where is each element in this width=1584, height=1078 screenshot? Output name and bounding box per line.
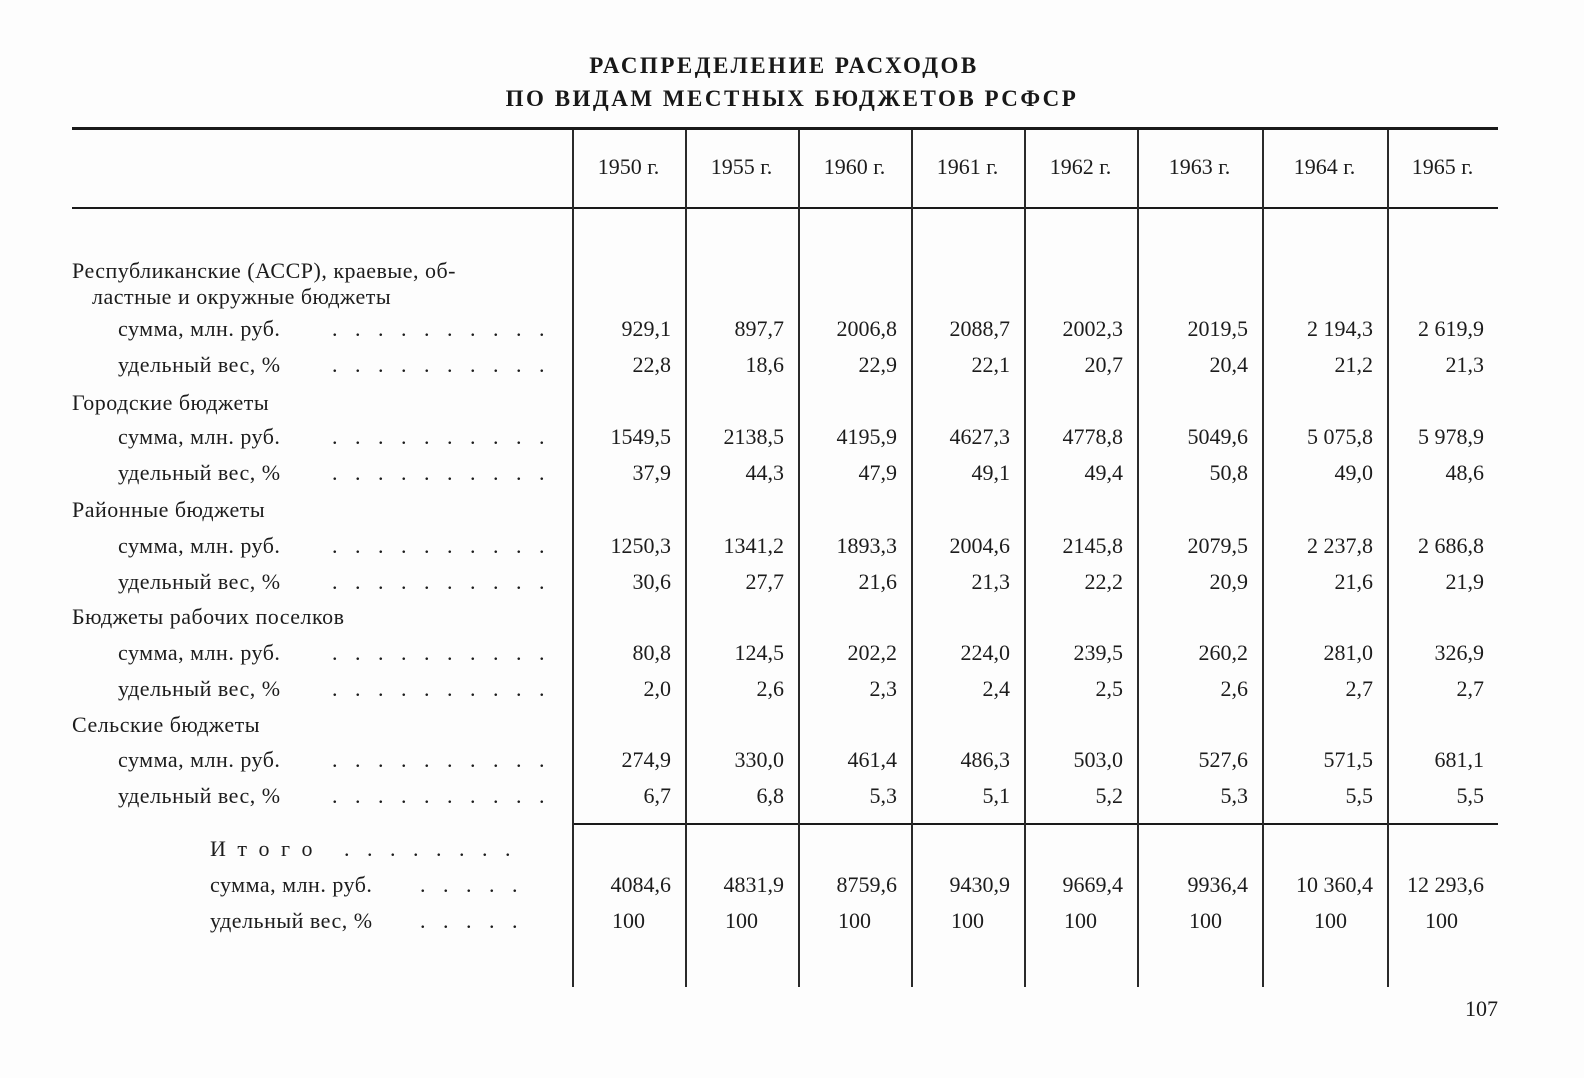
table-cell: 224,0: [960, 640, 1010, 665]
leader-dots: . . . . .: [420, 872, 524, 897]
table-cell: 2145,8: [1062, 533, 1123, 558]
table-cell: 30,6: [632, 569, 671, 594]
group-name: Бюджеты рабочих поселков: [72, 604, 345, 629]
table-cell: 5,2: [1095, 783, 1123, 808]
table-cell: 22,1: [971, 352, 1010, 377]
table-cell: 49,1: [971, 460, 1010, 485]
table-cell: 239,5: [1073, 640, 1123, 665]
table-cell: 260,2: [1198, 640, 1248, 665]
group-name-cont: ластные и окружные бюджеты: [92, 284, 392, 309]
table-cell: 4831,9: [723, 872, 784, 897]
header-rule: [72, 207, 1498, 209]
table-cell: 22,8: [632, 352, 671, 377]
year-header: 1950 г.: [597, 154, 660, 179]
leader-dots: . . . . . . . . . .: [332, 424, 551, 449]
top-rule: [72, 127, 1498, 130]
table-cell: 4778,8: [1062, 424, 1123, 449]
table-cell: 49,0: [1334, 460, 1373, 485]
table-cell: 2,7: [1456, 676, 1484, 701]
table-cell: 6,8: [756, 783, 784, 808]
total-sum-label: сумма, млн. руб.: [210, 872, 373, 897]
year-header: 1955 г.: [710, 154, 773, 179]
table-cell: 2088,7: [949, 316, 1010, 341]
table-cell: 5,1: [982, 783, 1010, 808]
table-cell: 100: [612, 908, 645, 933]
table-cell: 5,5: [1345, 783, 1373, 808]
share-label: удельный вес, %: [118, 676, 281, 701]
table-cell: 1893,3: [836, 533, 897, 558]
table-cell: 2 237,8: [1307, 533, 1373, 558]
table-cell: 48,6: [1445, 460, 1484, 485]
sum-label: сумма, млн. руб.: [118, 424, 281, 449]
table-cell: 1341,2: [723, 533, 784, 558]
table-cell: 202,2: [847, 640, 897, 665]
table-cell: 100: [725, 908, 758, 933]
table-cell: 2004,6: [949, 533, 1010, 558]
table-cell: 9936,4: [1187, 872, 1248, 897]
table-cell: 2,6: [1220, 676, 1248, 701]
table-cell: 5 075,8: [1307, 424, 1373, 449]
sum-label: сумма, млн. руб.: [118, 316, 281, 341]
sum-label: сумма, млн. руб.: [118, 533, 281, 558]
table-cell: 21,3: [971, 569, 1010, 594]
leader-dots: . . . . . . . . . .: [332, 783, 551, 808]
table-title-line-1: РАСПРЕДЕЛЕНИЕ РАСХОДОВ: [589, 53, 979, 78]
table-cell: 2,4: [982, 676, 1010, 701]
group-name: Сельские бюджеты: [72, 712, 260, 737]
table-cell: 2,7: [1345, 676, 1373, 701]
table-cell: 330,0: [734, 747, 784, 772]
leader-dots: . . . . . . . . . .: [332, 460, 551, 485]
leader-dots: . . . . . . . . . .: [332, 533, 551, 558]
share-label: удельный вес, %: [118, 783, 281, 808]
table-cell: 681,1: [1434, 747, 1484, 772]
table-cell: 5 978,9: [1418, 424, 1484, 449]
page-number: 107: [1465, 996, 1498, 1021]
table-cell: 4195,9: [836, 424, 897, 449]
table-cell: 2 686,8: [1418, 533, 1484, 558]
table-cell: 50,8: [1209, 460, 1248, 485]
leader-dots: . . . . . . . . . .: [332, 640, 551, 665]
table-cell: 486,3: [960, 747, 1010, 772]
table-title-line-2: ПО ВИДАМ МЕСТНЫХ БЮДЖЕТОВ РСФСР: [505, 86, 1079, 111]
table-cell: 897,7: [734, 316, 784, 341]
table-cell: 21,2: [1334, 352, 1373, 377]
year-header: 1964 г.: [1293, 154, 1356, 179]
sum-label: сумма, млн. руб.: [118, 640, 281, 665]
table-cell: 100: [1189, 908, 1222, 933]
table-cell: 27,7: [745, 569, 784, 594]
leader-dots: . . . . . . . .: [344, 836, 517, 861]
table-cell: 5,3: [1220, 783, 1248, 808]
year-header: 1960 г.: [823, 154, 886, 179]
table-cell: 2,5: [1095, 676, 1123, 701]
table-cell: 2019,5: [1187, 316, 1248, 341]
group-name: Республиканские (АССР), краевые, об-: [72, 258, 456, 283]
table-cell: 461,4: [847, 747, 897, 772]
share-label: удельный вес, %: [118, 352, 281, 377]
table-cell: 9430,9: [949, 872, 1010, 897]
table-cell: 21,3: [1445, 352, 1484, 377]
leader-dots: . . . . . . . . . .: [332, 352, 551, 377]
table-cell: 2006,8: [836, 316, 897, 341]
table-cell: 20,9: [1209, 569, 1248, 594]
table-cell: 571,5: [1323, 747, 1373, 772]
table-cell: 20,4: [1209, 352, 1248, 377]
total-label: И т о г о: [210, 836, 316, 861]
table-cell: 1549,5: [610, 424, 671, 449]
table-cell: 21,6: [1334, 569, 1373, 594]
table-cell: 37,9: [632, 460, 671, 485]
table-cell: 2 194,3: [1307, 316, 1373, 341]
table-cell: 6,7: [643, 783, 671, 808]
table-cell: 100: [951, 908, 984, 933]
table-cell: 5,5: [1456, 783, 1484, 808]
table-cell: 49,4: [1084, 460, 1123, 485]
table-cell: 10 360,4: [1296, 872, 1373, 897]
table-cell: 2,6: [756, 676, 784, 701]
table-cell: 100: [1314, 908, 1347, 933]
leader-dots: . . . . . . . . . .: [332, 747, 551, 772]
table-cell: 21,9: [1445, 569, 1484, 594]
table-cell: 527,6: [1198, 747, 1248, 772]
table-cell: 44,3: [745, 460, 784, 485]
table-cell: 326,9: [1434, 640, 1484, 665]
table-cell: 4627,3: [949, 424, 1010, 449]
total-share-label: удельный вес, %: [210, 908, 373, 933]
table-cell: 21,6: [858, 569, 897, 594]
table-cell: 2,3: [869, 676, 897, 701]
total-rule: [572, 823, 1498, 825]
year-header: 1961 г.: [936, 154, 999, 179]
table-cell: 2 619,9: [1418, 316, 1484, 341]
share-label: удельный вес, %: [118, 460, 281, 485]
table-cell: 100: [838, 908, 871, 933]
table-cell: 2002,3: [1062, 316, 1123, 341]
table-cell: 22,2: [1084, 569, 1123, 594]
table-cell: 2,0: [643, 676, 671, 701]
table-cell: 12 293,6: [1407, 872, 1484, 897]
sum-label: сумма, млн. руб.: [118, 747, 281, 772]
table-cell: 274,9: [621, 747, 671, 772]
table-cell: 20,7: [1084, 352, 1123, 377]
table-cell: 22,9: [858, 352, 897, 377]
leader-dots: . . . . . . . . . .: [332, 676, 551, 701]
leader-dots: . . . . . . . . . .: [332, 316, 551, 341]
table-cell: 929,1: [621, 316, 671, 341]
group-name: Городские бюджеты: [72, 390, 270, 415]
table-cell: 8759,6: [836, 872, 897, 897]
table-cell: 2138,5: [723, 424, 784, 449]
group-name: Районные бюджеты: [72, 497, 266, 522]
table-cell: 1250,3: [610, 533, 671, 558]
table-cell: 18,6: [745, 352, 784, 377]
table-cell: 503,0: [1073, 747, 1123, 772]
year-header: 1963 г.: [1168, 154, 1231, 179]
table-cell: 5,3: [869, 783, 897, 808]
leader-dots: . . . . . . . . . .: [332, 569, 551, 594]
table-cell: 47,9: [858, 460, 897, 485]
year-header: 1965 г.: [1411, 154, 1474, 179]
table-cell: 281,0: [1323, 640, 1373, 665]
table-cell: 9669,4: [1062, 872, 1123, 897]
table-cell: 4084,6: [610, 872, 671, 897]
table-cell: 80,8: [632, 640, 671, 665]
table-cell: 124,5: [734, 640, 784, 665]
table-cell: 100: [1425, 908, 1458, 933]
year-header: 1962 г.: [1049, 154, 1112, 179]
leader-dots: . . . . .: [420, 908, 524, 933]
table-cell: 5049,6: [1187, 424, 1248, 449]
table-cell: 100: [1064, 908, 1097, 933]
table-cell: 2079,5: [1187, 533, 1248, 558]
share-label: удельный вес, %: [118, 569, 281, 594]
